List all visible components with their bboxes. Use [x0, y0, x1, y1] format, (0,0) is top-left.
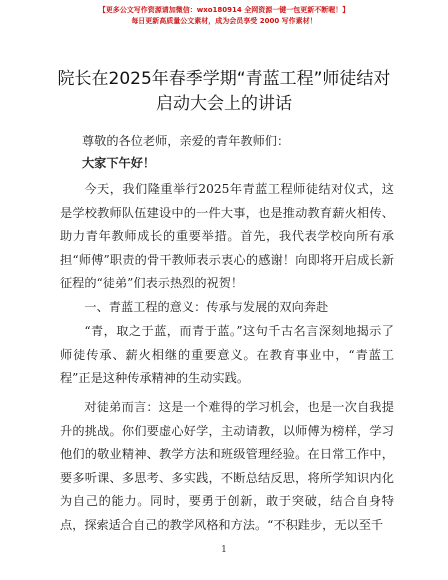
salutation: 尊敬的各位老师，亲爱的青年教师们：	[82, 134, 290, 148]
page-number: 1	[221, 545, 227, 555]
body-paragraph-1: 今天，我们隆重举行2025年青蓝工程师徒结对仪式，这是学校教师队伍建设中的一件大事，也是推动教育薪火相传、助力青年教师成长的重要举措。首先，我代表学校向所有承担“师傅”职责的骨干教师表示衷心的感谢！向即将开启成长新征程的“徒弟”们表示热烈的祝贺！	[60, 182, 394, 290]
banner-line-subscription: 每日更新高质量公文素材，成为会员享受 2000 写作素材！	[131, 17, 317, 25]
document-title-line-1: 院长在2025年春季学期“青蓝工程”师徒结对	[57, 69, 391, 89]
body-paragraph-3: 对徒弟而言：这是一个难得的学习机会，也是一次自我提升的挑战。你们要虚心好学，主动请教，以师傅为榜样，学习他们的敬业精神、教学方法和班级管理经验。在日常工作中，要多听课、多思考、多实践，不断总结反思，将所学知识内化为自己的能力。同时，要勇于创新，敢于突破，结合自身特点，探索适合自己的教学风格和方法。“不积跬步，无以至千	[60, 400, 394, 532]
section-heading-1: 一、青蓝工程的意义：传承与发展的双向奔赴	[84, 300, 329, 314]
body-paragraph-2: “青，取之于蓝，而青于蓝。”这句千古名言深刻地揭示了师徒传承、薪火相继的重要意义。在教育事业中，“青蓝工程”正是这种传承精神的生动实践。	[60, 324, 394, 385]
banner-line-promo: 【更多公文写作资源请加微信：wxo180914 全网资源一键一包更新不断喔！】	[98, 6, 350, 14]
document-title-line-2: 启动大会上的讲话	[156, 94, 292, 114]
greeting: 大家下午好！	[82, 156, 156, 170]
